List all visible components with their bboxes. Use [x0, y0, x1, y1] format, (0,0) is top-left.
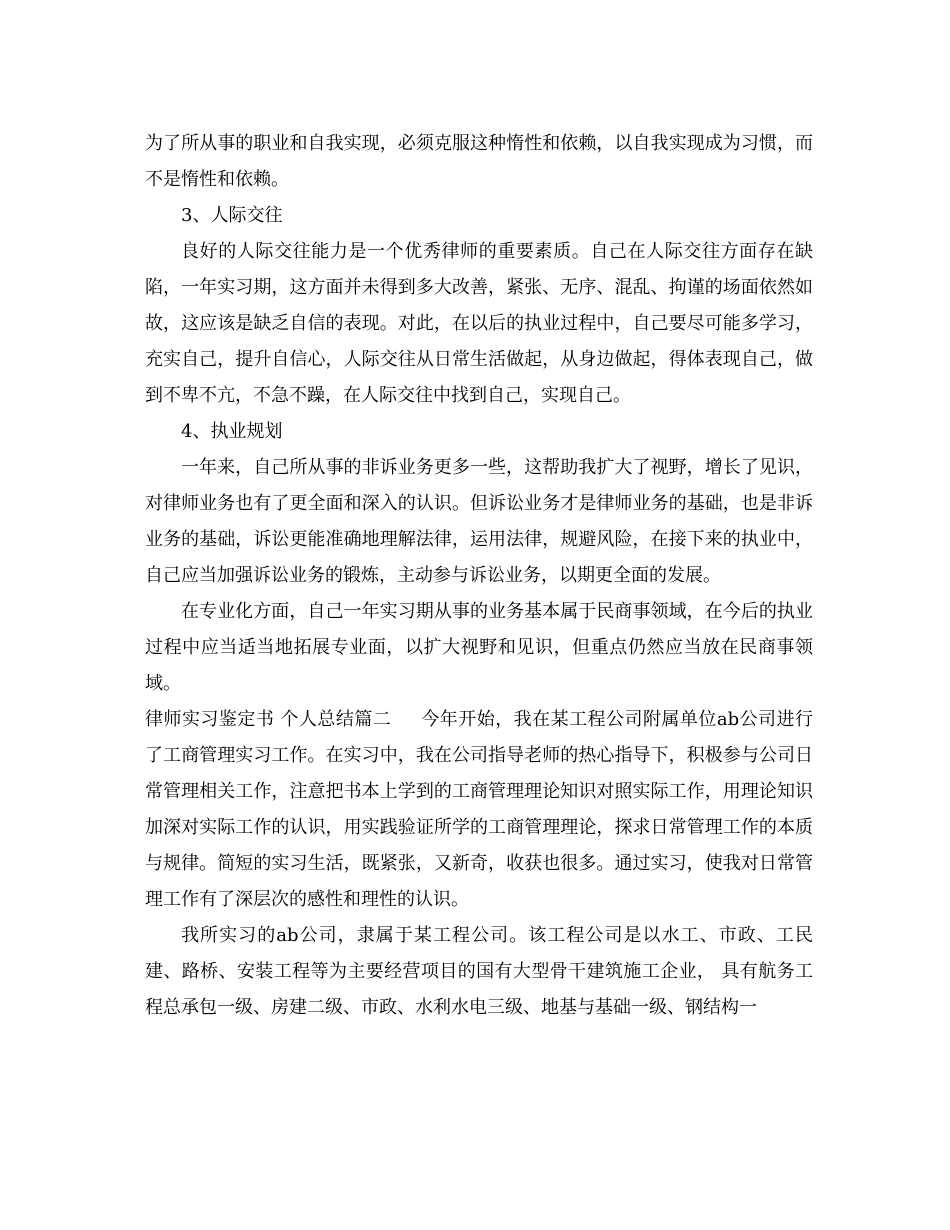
section-heading-3: 3、人际交往 [181, 205, 283, 226]
paragraph-6: 我所实习的ab公司，隶属于某工程公司。该工程公司是以水工、市政、工民建、路桥、安装工程等为主要经营项目的国有大型骨干建筑施工企业， 具有航务工程总承包一级、房建二级、市政、水利水电三级、地基与基础一级、钢结构一 [145, 925, 813, 1018]
paragraph-4: 在专业化方面，自己一年实习期从事的业务基本属于民商事领域，在今后的执业过程中应当适当地拓展专业面，以扩大视野和见识，但重点仍然应当放在民商事领域。 [145, 601, 813, 694]
document-body [145, 126, 813, 1026]
paragraph-5-text: 今年开始，我在某工程公司附属单位ab公司进行了工商管理实习工作。在实习中，我在公司指导老师的热心指导下，积极参与公司日常管理相关工作，注意把书本上学到的工商管理理论知识对照实际工作，用理论知识加深对实际工作的认识，用实践验证所学的工商管理理论，探求日常管理工作的本质与规律。简短的实习生活，既紧张，又新奇，收获也很多。通过实习，使我对日常管理工作有了深层次的感性和理性的认识。 [145, 709, 813, 910]
paragraph-1: 为了所从事的职业和自我实现，必须克服这种惰性和依赖，以自我实现成为习惯，而不是惰性和依赖。 [145, 133, 813, 190]
document-section-title: 律师实习鉴定书 个人总结篇二 [145, 709, 392, 730]
paragraph-3: 一年来，自己所从事的非诉业务更多一些，这帮助我扩大了视野，增长了见识，对律师业务也有了更全面和深入的认识。但诉讼业务才是律师业务的基础，也是非诉业务的基础，诉讼更能准确地理解法律，运用法律，规避风险，在接下来的执业中，自己应当加强诉讼业务的锻炼，主动参与诉讼业务，以期更全面的发展。 [145, 457, 813, 586]
section-heading-4: 4、执业规划 [181, 421, 283, 442]
paragraph-2: 良好的人际交往能力是一个优秀律师的重要素质。自己在人际交往方面存在缺陷，一年实习期，这方面并未得到多大改善，紧张、无序、混乱、拘谨的场面依然如故，这应该是缺乏自信的表现。对此，在以后的执业过程中，自己要尽可能多学习，充实自己，提升自信心，人际交往从日常生活做起，从身边做起，得体表现自己，做到不卑不亢，不急不躁，在人际交往中找到自己，实现自己。 [145, 241, 813, 406]
paragraph-5-with-title [145, 702, 813, 918]
